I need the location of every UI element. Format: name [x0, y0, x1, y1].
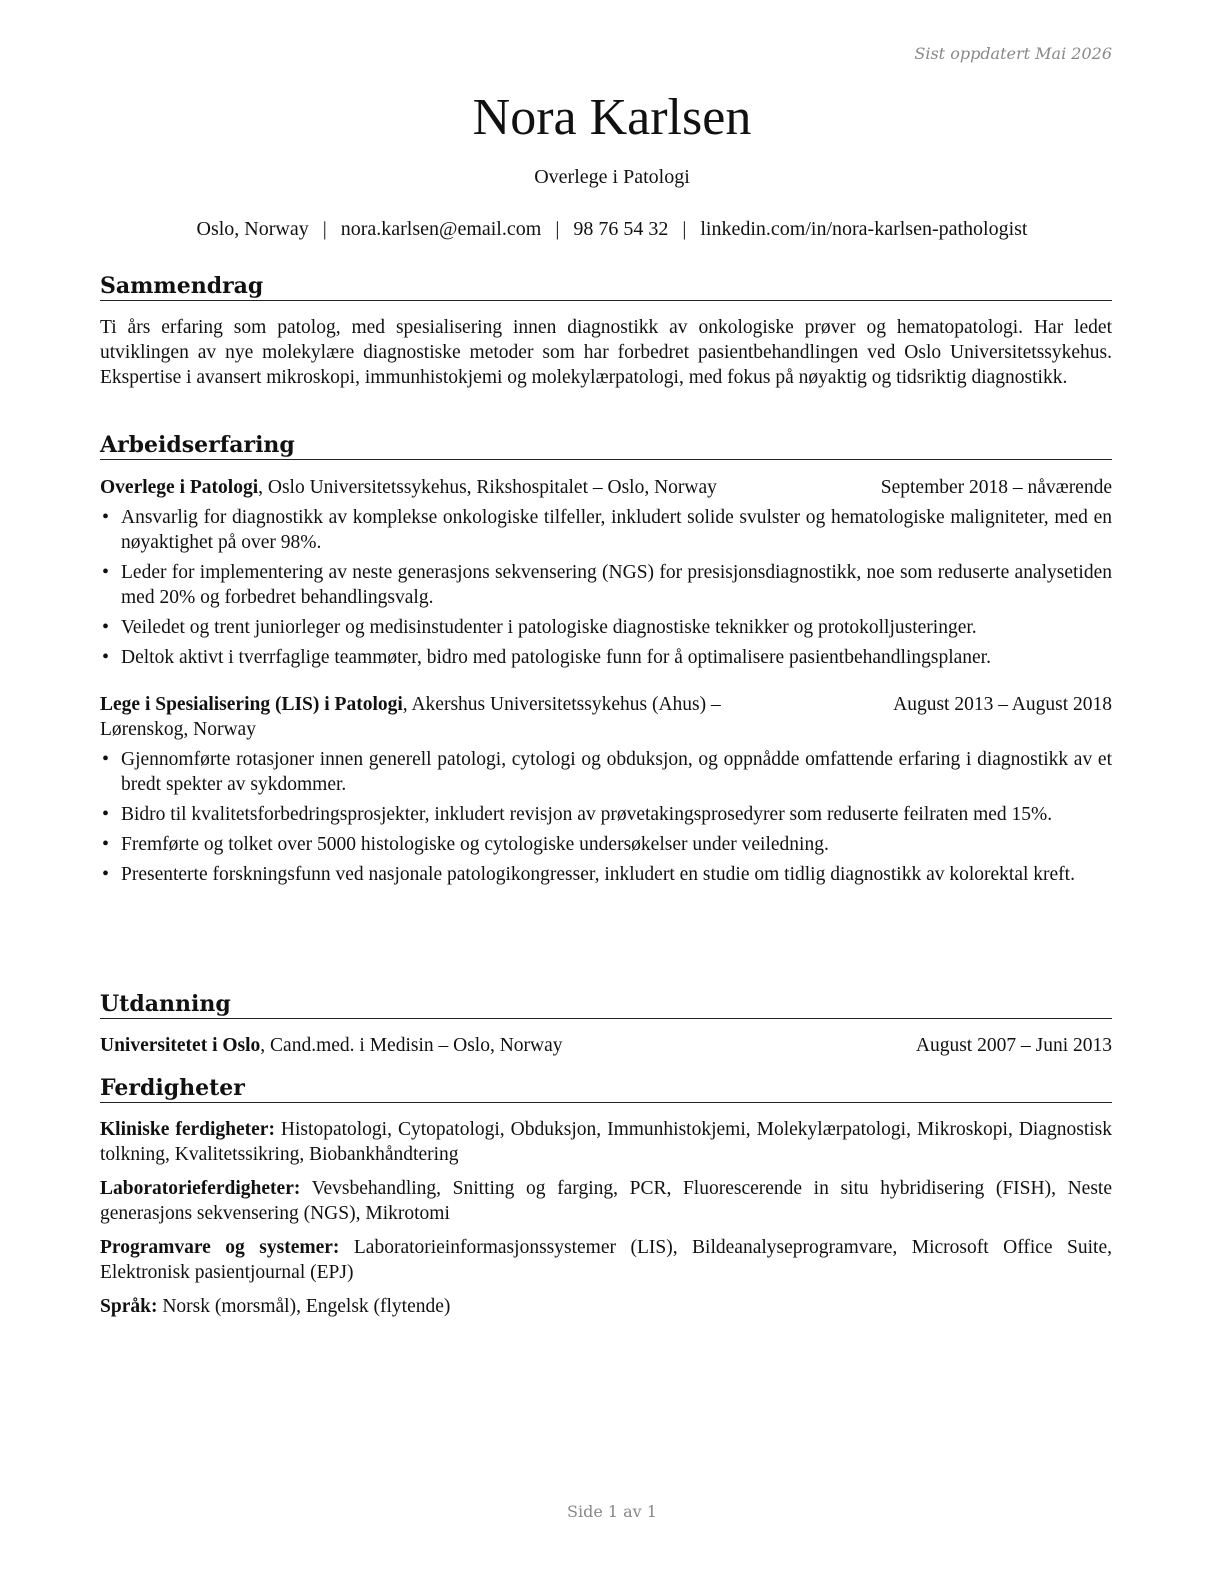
skill-text: Laboratorieinformasjonssystemer (LIS), Bildeanalyseprogramvare, Microsoft Office Suite, Elektronisk pasientjournal (EPJ) — [100, 1237, 1112, 1283]
list-item: • Deltok aktivt i tverrfaglige teammøter, bidro med patologiske funn for å optimalisere pasientbehandlingsplaner. — [100, 645, 1112, 670]
contact-location: Oslo, Norway — [196, 218, 309, 240]
job-dates: August 2013 – August 2018 — [893, 694, 1112, 715]
job-dates: September 2018 – nåværende — [880, 477, 1112, 498]
skill-row — [100, 1294, 1112, 1319]
section-heading-summary: Sammendrag — [100, 272, 1112, 301]
job-entry — [100, 692, 1112, 887]
contact-separator: | — [555, 218, 560, 240]
job-title: Overlege i Patologi — [534, 166, 690, 188]
contact-separator: | — [682, 218, 687, 240]
contact-email[interactable]: nora.karlsen@email.com — [340, 218, 542, 240]
job-header — [100, 692, 1112, 742]
contact-phone: 98 76 54 32 — [573, 218, 669, 240]
skill-row — [100, 1117, 1112, 1167]
list-item: • Gjennomførte rotasjoner innen generell patologi, cytologi og obduksjon, og oppnådde omfattende erfaring i diagnostikk av et bredt spekter av sykdommer. — [100, 747, 1112, 797]
job-entry — [100, 475, 1112, 670]
education-entry — [100, 1033, 1112, 1058]
page-number: Side 1 av 1 — [567, 1502, 657, 1521]
job-place: , Akershus Universitetssykehus (Ahus) – Lørenskog, Norway — [100, 694, 721, 740]
list-item: • Ansvarlig for diagnostikk av komplekse onkologiske tilfeller, inkludert solide svulster og hematologiske maligniteter, med en nøyaktighet på over 98%. — [100, 505, 1112, 555]
list-item: • Bidro til kvalitetsforbedringsprosjekter, inkludert revisjon av prøvetakingsprosedyrer som reduserte feilraten med 15%. — [100, 802, 1112, 827]
skills-section — [100, 1074, 1112, 1328]
skill-text: Histopatologi, Cytopatologi, Obduksjon, Immunhistokjemi, Molekylærpatologi, Mikroskopi, Diagnostisk tolkning, Kvalitetssikring, Biobankhåndtering — [100, 1119, 1112, 1165]
last-updated: Sist oppdatert Mai 2026 — [914, 44, 1112, 63]
education-dates: August 2007 – Juni 2013 — [915, 1035, 1112, 1056]
skill-row — [100, 1176, 1112, 1226]
list-item: • Veiledet og trent juniorleger og medisinstudenter i patologiske diagnostiske teknikker og protokolljusteringer. — [100, 615, 1112, 640]
job-role: Lege i Spesialisering (LIS) i Patologi — [100, 694, 403, 715]
skill-label: Programvare og systemer: — [100, 1237, 340, 1258]
list-item: • Leder for implementering av neste generasjons sekvensering (NGS) for presisjonsdiagnostikk, noe som reduserte analysetiden med 20% og forbedret behandlingsvalg. — [100, 560, 1112, 610]
summary-text: Ti års erfaring som patolog, med spesialisering innen diagnostikk av onkologiske prøver og hematopatologi. Har ledet utviklingen av nye molekylære diagnostiske metoder som har forbedret pasientbehandlingen ved Oslo Universitetssykehus. Ekspertise i avansert mikroskopi, immunhistokjemi og molekylærpatologi, med fokus på nøyaktig og tidsriktig diagnostikk. — [100, 317, 1112, 388]
skill-text: Norsk (morsmål), Engelsk (flytende) — [157, 1296, 451, 1317]
section-heading-skills: Ferdigheter — [100, 1074, 1112, 1103]
job-place: , Oslo Universitetssykehus, Rikshospitalet – Oslo, Norway — [258, 477, 717, 498]
contact-separator: | — [322, 218, 327, 240]
section-heading-education: Utdanning — [100, 990, 1112, 1019]
contact-linkedin[interactable]: linkedin.com/in/nora-karlsen-pathologist — [700, 218, 1028, 240]
list-item: • Presenterte forskningsfunn ved nasjonale patologikongresser, inkludert en studie om tidlig diagnostikk av kolorektal kreft. — [100, 862, 1112, 887]
contact-line — [0, 218, 1224, 241]
education-section — [100, 990, 1112, 1058]
job-header — [100, 475, 1112, 500]
job-role: Overlege i Patologi — [100, 477, 259, 498]
skill-text: Vevsbehandling, Snitting og farging, PCR, Fluorescerende in situ hybridisering (FISH), Neste generasjons sekvensering (NGS), Mikrotomi — [100, 1178, 1112, 1224]
experience-section — [100, 431, 1112, 892]
list-item: • Fremførte og tolket over 5000 histologiske og cytologiske undersøkelser under veiledning. — [100, 832, 1112, 857]
summary-section — [100, 272, 1112, 390]
person-name: Nora Karlsen — [472, 89, 752, 146]
education-school: Universitetet i Oslo — [100, 1035, 261, 1056]
section-heading-experience: Arbeidserfaring — [100, 431, 1112, 460]
skill-label: Kliniske ferdigheter: — [100, 1119, 275, 1140]
skill-label: Språk: — [100, 1296, 158, 1317]
education-detail: , Cand.med. i Medisin – Oslo, Norway — [260, 1035, 563, 1056]
skill-label: Laboratorieferdigheter: — [100, 1178, 301, 1199]
skill-row — [100, 1235, 1112, 1285]
